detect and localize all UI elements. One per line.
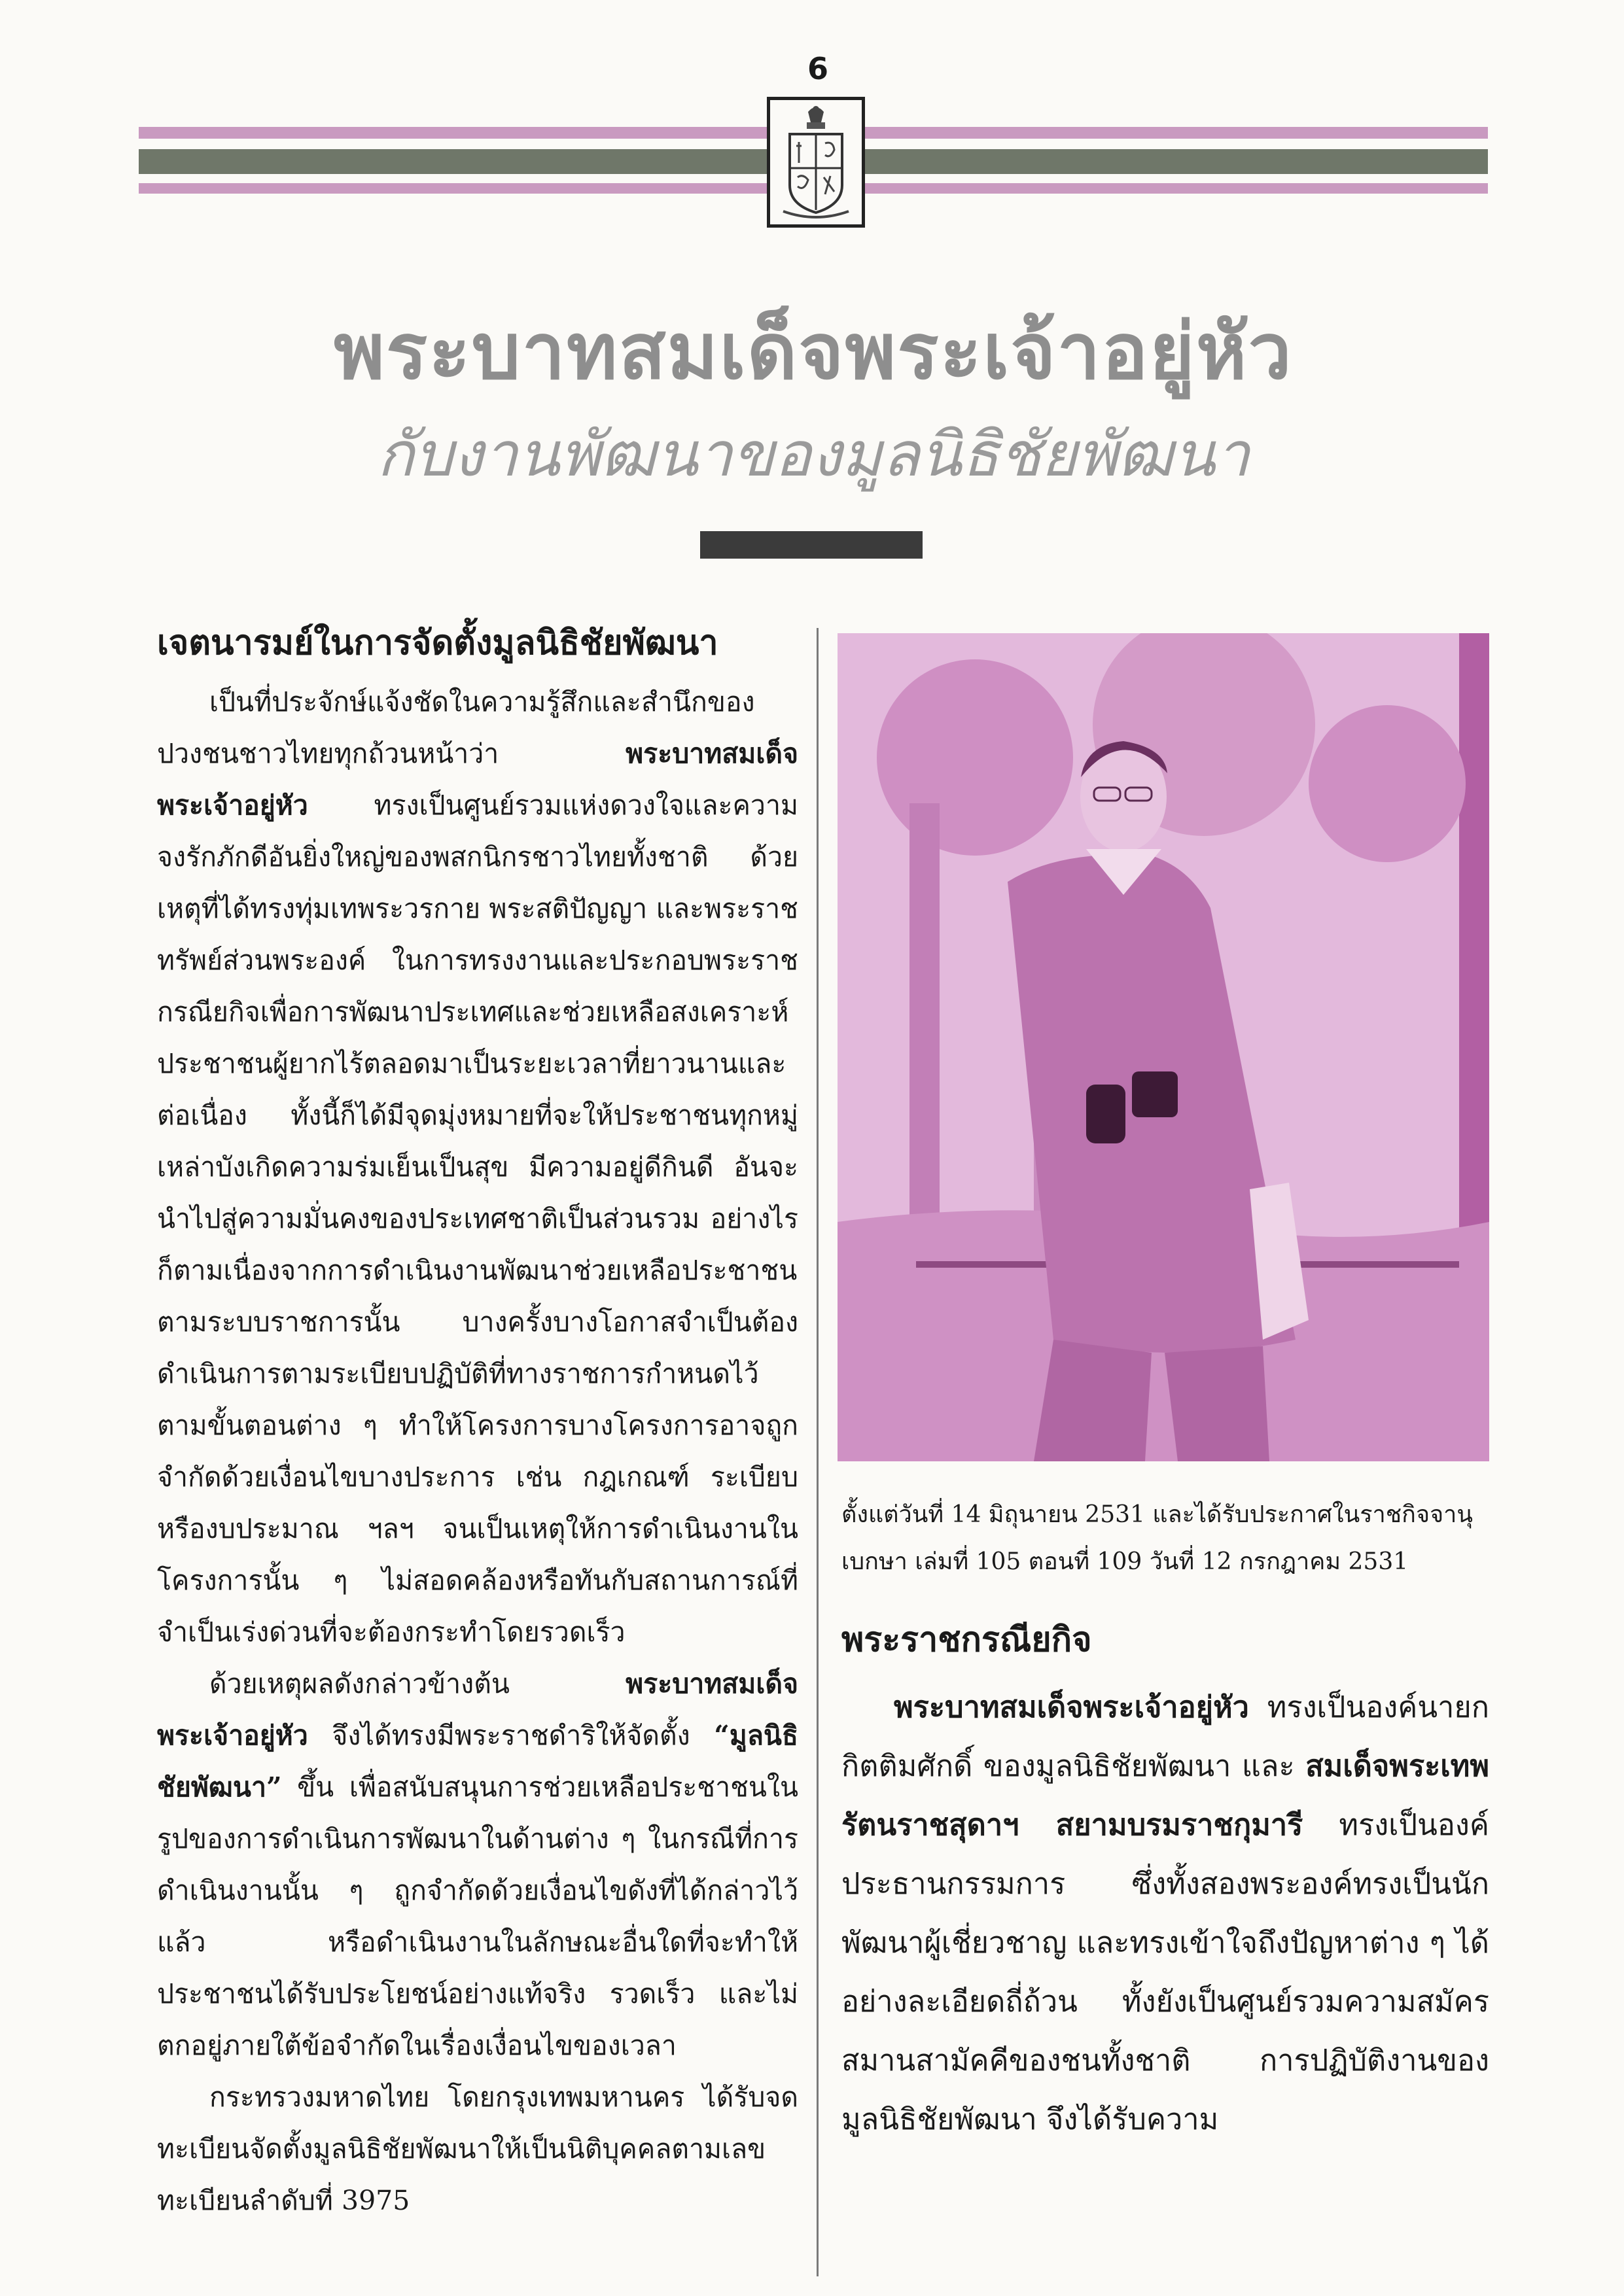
registration-continuation: ตั้งแต่วันที่ 14 มิถุนายน 2531 และได้รับประกาศในราชกิจจานุเบกษา เล่มที่ 105 ตอนที่ 109 วันที่ 12 กรกฎาคม 2531 bbox=[841, 1501, 1473, 1575]
paragraph-intent-1 bbox=[157, 676, 798, 1658]
title-underline-bar bbox=[700, 531, 923, 559]
king-name-bold: พระบาทสมเด็จพระเจ้าอยู่หัว bbox=[894, 1690, 1249, 1724]
right-column bbox=[841, 1491, 1489, 2149]
king-name-bold: พระบาทสมเด็จพระเจ้าอยู่หัว bbox=[157, 737, 798, 821]
text-run: ขึ้น เพื่อสนับสนุนการช่วยเหลือประชาชนในรูปของการดำเนินการพัฒนาในด้านต่าง ๆ ในกรณีที่การดำเนินงานนั้น ๆ ถูกจำกัดด้วยเงื่อนไขดังที่ได้กล่าวไว้แล้ว หรือดำเนินงานในลักษณะอื่นใดที่จะทำให้ประชาชนได้รับประโยชน์อย่างแท้จริง รวดเร็ว และไม่ตกอยู่ภายใต้ข้อจำกัดในเรื่องเงื่อนไขของเวลา bbox=[157, 1771, 798, 2061]
text-run: เป็นที่ประจักษ์แจ้งชัดในความรู้สึกและสำนึกของปวงชนชาวไทยทุกถ้วนหน้าว่า bbox=[157, 686, 755, 769]
page-number: 6 bbox=[807, 51, 828, 86]
text-run: ทรงเป็นองค์ประธานกรรมการ ซึ่งทั้งสองพระองค์ทรงเป็นนักพัฒนาผู้เชี่ยวชาญ และทรงเข้าใจถึงปัญหาต่าง ๆ ได้อย่างละเอียดถี่ถ้วน ทั้งยังเป็นศูนย์รวมความสมัครสมานสามัคคีของชนทั้งชาติ การปฏิบัติงานของมูลนิธิชัยพัฒนา จึงได้รับความ bbox=[841, 1807, 1489, 2136]
text-run: ทรงเป็นศูนย์รวมแห่งดวงใจและความจงรักภักดีอันยิ่งใหญ่ของพสกนิกรชาวไทยทั้งชาติ ด้วยเหตุที่ได้ทรงทุ่มเทพระวรกาย พระสติปัญญา และพระราชทรัพย์ส่วนพระองค์ ในการทรงงานและประกอบพระราชกรณียกิจเพื่อการพัฒนาประเทศและช่วยเหลือสงเคราะห์ประชาชนผู้ยากไร้ตลอดมาเป็นระยะเวลาที่ยาวนานและต่อเนื่อง ทั้งนี้ก็ได้มีจุดมุ่งหมายที่จะให้ประชาชนทุกหมู่เหล่าบังเกิดความร่มเย็นเป็นสุข มีความอยู่ดีกินดี อันจะนำไปสู่ความมั่นคงของประเทศชาติเป็นส่วนรวม อย่างไรก็ตามเนื่องจากการดำเนินงานพัฒนาช่วยเหลือประชาชนตามระบบราชการนั้น บางครั้งบางโอกาสจำเป็นต้องดำเนินการตามระเบียบปฏิบัติที่ทางราชการกำหนดไว้ตามขั้นตอนต่าง ๆ ทำให้โครงการบางโครงการอาจถูกจำกัดด้วยเงื่อนไขบางประการ เช่น กฎเกณฑ์ ระเบียบ หรืองบประมาณ ฯลฯ จนเป็นเหตุให้การดำเนินงานในโครงการนั้น ๆ ไม่สอดคล้องหรือทันกับสถานการณ์ที่จำเป็นเร่งด่วนที่จะต้องกระทำโดยรวดเร็ว bbox=[157, 789, 798, 1648]
foundation-name-bold: “มูลนิธิชัยพัฒนา” bbox=[157, 1719, 798, 1803]
paragraph-royal-duties bbox=[841, 1678, 1489, 2149]
column-divider bbox=[817, 628, 819, 2276]
section-heading-intent: เจตนารมย์ในการจัดตั้งมูลนิธิชัยพัฒนา bbox=[157, 623, 718, 663]
text-run: ด้วยเหตุผลดังกล่าวข้างต้น bbox=[209, 1667, 626, 1699]
page-title: พระบาทสมเด็จพระเจ้าอยู่หัว bbox=[334, 306, 1293, 396]
princess-name-bold: สมเด็จพระเทพรัตนราชสุดาฯ สยามบรมราชกุมารี bbox=[841, 1748, 1489, 1842]
emblem-icon bbox=[770, 100, 862, 224]
king-name-bold: พระบาทสมเด็จพระเจ้าอยู่หัว bbox=[157, 1667, 798, 1751]
foundation-emblem bbox=[767, 97, 865, 228]
king-photo bbox=[838, 633, 1489, 1461]
text-run: ทรงเป็นองค์นายกกิตติมศักดิ์ ของมูลนิธิชัยพัฒนา และ bbox=[841, 1690, 1489, 1783]
text-run: จึงได้ทรงมีพระราชดำริให้จัดตั้ง bbox=[308, 1719, 715, 1751]
paragraph-intent-3: กระทรวงมหาดไทย โดยกรุงเทพมหานคร ได้รับจดทะเบียนจัดตั้งมูลนิธิชัยพัฒนาให้เป็นนิติบุคคลตามเลขทะเบียนลำดับที่ 3975 bbox=[157, 2081, 798, 2216]
section-heading-royal-duties: พระราชกรณียกิจ bbox=[841, 1620, 1092, 1660]
paragraph-intent-2 bbox=[157, 1658, 798, 2072]
page-subtitle: กับงานพัฒนาของมูลนิธิชัยพัฒนา bbox=[376, 419, 1250, 491]
left-column bbox=[157, 621, 798, 2227]
